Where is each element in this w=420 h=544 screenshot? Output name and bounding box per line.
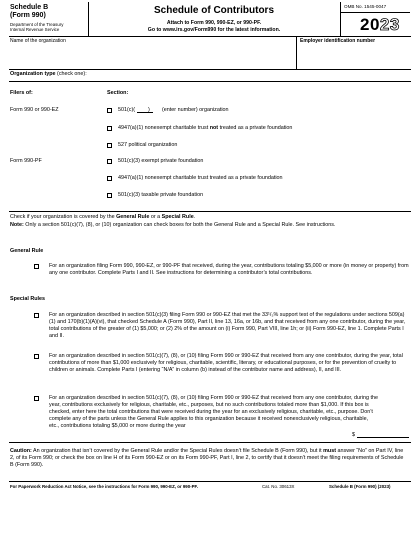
- general-rule-text: For an organization filing Form 990, 990-EZ, or 990-PF that received, during the year, contributions totaling $5,000 or more (in money or property) from any one contributor. Complete Parts I and II. See instructions for determining a contributor’s total contributions.: [49, 263, 409, 276]
- tax-year: 2023: [360, 15, 400, 34]
- dollar-sign: $: [352, 432, 355, 438]
- filers-of-header: Filers of:: [10, 90, 33, 96]
- website-instruction: Go to www.irs.gov/Form990 for the latest information.: [147, 27, 281, 33]
- dept-irs: Internal Revenue Service: [10, 27, 60, 32]
- checkbox-4947-not-pf[interactable]: [107, 126, 112, 131]
- special-rule-1-text: For an organization described in section 501(c)(3) filing Form 990 or 990-EZ that met the 33¹/₃% support test of the regulations under sections 509(a)(1) and 170(b)(1)(A)(vi), that checked Schedule A (Form 990), Part II, line 13, 16a, or 16b, and that received from any one contributor, during the year, total contributions of the greater of (1) $5,000; or (2) 2% of the amount on (i) Form 990, Part VIII, line 1h; or (ii) Form 990-EZ, line 1. Complete Parts I and II.: [49, 312, 406, 339]
- religious-contributions-amount[interactable]: [357, 431, 409, 438]
- checkbox-501c3-exempt-pf[interactable]: [107, 159, 112, 164]
- attach-instruction: Attach to Form 990, 990-EZ, or 990-PF.: [166, 20, 262, 26]
- ein-field[interactable]: [298, 46, 410, 66]
- special-rule-3-text: For an organization described in section 501(c)(7), (8), or (10) filing Form 990 or 990-EZ that received from any one contributor, during the year, contributions exclusively for religious, charitable, etc., purposes, but no such contributions totaled more than $1,000. If this box is checked, enter here the total contributions that were received during the year for an exclusively religious, charitable, etc., purpose. Don’t complete any of the parts unless the General Rule applies to this organization because it received nonexclusively religious, charitable, etc., contributions totaling $5,000 or more during the year: [49, 395, 378, 429]
- checkbox-501c3-taxable-pf[interactable]: [107, 193, 112, 198]
- page-title: Schedule of Contributors: [154, 5, 274, 16]
- paperwork-notice: For Paperwork Reduction Act Notice, see the instructions for Form 990, 990-EZ, or 990-PF.: [10, 484, 198, 489]
- schedule-name: Schedule B: [10, 4, 49, 11]
- general-rule-heading: General Rule: [10, 248, 44, 254]
- footer-form-id: Schedule B (Form 990) (2023): [329, 484, 391, 489]
- org-name-field[interactable]: [10, 46, 294, 66]
- checkbox-special-rule-1[interactable]: [34, 313, 39, 318]
- checkbox-501c[interactable]: [107, 108, 112, 113]
- section-header: Section:: [107, 90, 129, 96]
- option-4947-not-pf: 4947(a)(1) nonexempt charitable trust not treated as a private foundation: [118, 125, 293, 131]
- ein-label: Employer identification number: [300, 38, 376, 44]
- special-rule-2-text: For an organization described in section 501(c)(7), (8), or (10) filing Form 990 or 990-EZ that received from any one contributor, during the year, total contributions of more than $1,000 exclusively for religious, charitable, scientific, literary, or educational purposes, or for the prevention of cruelty to children or animals. Complete Parts I (entering “N/A” in column (b) instead of the contributor name and address), II, and III.: [49, 353, 403, 373]
- checkbox-special-rule-3[interactable]: [34, 396, 39, 401]
- dept-treasury: Department of the Treasury: [10, 22, 64, 27]
- option-501c: 501(c)( ) (enter number) organization: [118, 107, 229, 113]
- checkbox-4947-pf[interactable]: [107, 176, 112, 181]
- checkbox-general-rule[interactable]: [34, 264, 39, 269]
- omb-number: OMB No. 1545-0047: [344, 4, 387, 9]
- form-number: (Form 990): [10, 12, 46, 19]
- checkbox-special-rule-2[interactable]: [34, 354, 39, 359]
- org-name-label: Name of the organization: [10, 38, 66, 44]
- option-501c3-taxable-pf: 501(c)(3) taxable private foundation: [118, 192, 204, 198]
- checkbox-527[interactable]: [107, 143, 112, 148]
- section-number-field[interactable]: [137, 112, 153, 113]
- form-990pf-label: Form 990-PF: [10, 158, 42, 164]
- rule-check-instruction: Check if your organization is covered by the General Rule or a Special Rule.: [10, 214, 196, 220]
- form-990-label: Form 990 or 990-EZ: [10, 107, 59, 113]
- org-type-heading: Organization type (check one):: [10, 71, 87, 77]
- option-527: 527 political organization: [118, 142, 178, 148]
- caution-text: Caution: An organization that isn’t covered by the General Rule and/or the Special Rules doesn’t file Schedule B (Form 990), but it must answer “No” on Part IV, line 2, of its Form 990; or check the box on line H of its Form 990-EZ or on its Form 990-PF, Part I, line 2, to certify that it doesn’t meet the filing requirements of Schedule B (Form 990).: [10, 448, 404, 468]
- option-4947-pf: 4947(a)(1) nonexempt charitable trust treated as a private foundation: [118, 175, 283, 181]
- note-text: Note: Only a section 501(c)(7), (8), or (10) organization can check boxes for both the General Rule and a Special Rule. See instructions.: [10, 222, 336, 228]
- catalog-number: Cat. No. 30613X: [262, 484, 295, 489]
- option-501c3-exempt-pf: 501(c)(3) exempt private foundation: [118, 158, 204, 164]
- special-rules-heading: Special Rules: [10, 296, 46, 302]
